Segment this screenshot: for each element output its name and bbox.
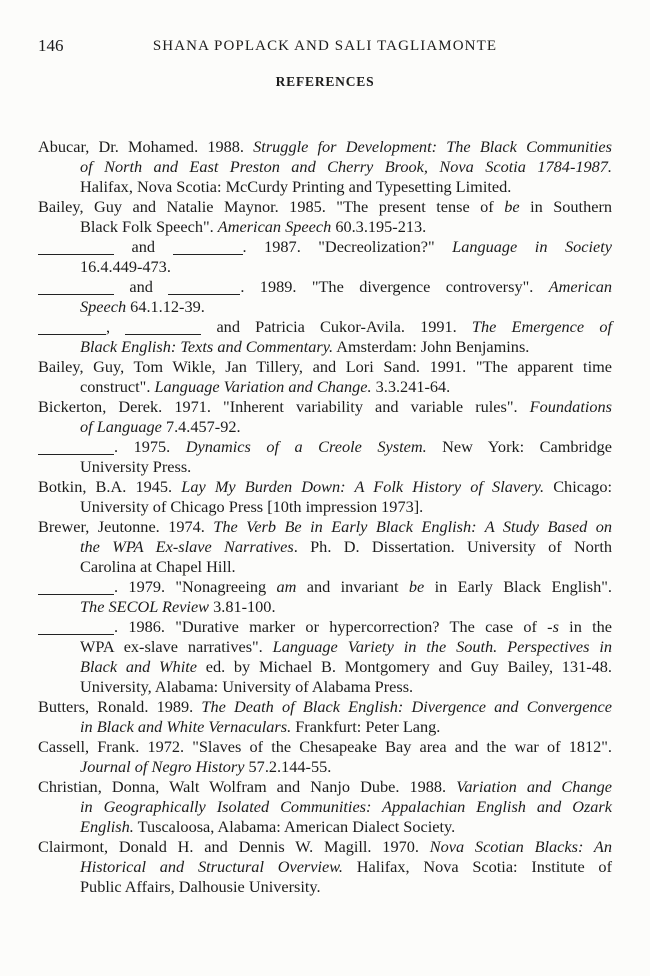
reference-text: and invariant	[296, 577, 409, 596]
reference-text: Chicago:	[544, 477, 612, 496]
reference-text: Butters, Ronald. 1989.	[38, 697, 202, 716]
reference-line	[38, 577, 612, 597]
reference-entry	[38, 517, 612, 577]
reference-text-italic: of North and East Preston and Cherry Brook, Nova Scotia 1784-1987.	[80, 157, 612, 176]
reference-text-italic: Journal of Negro History	[80, 757, 245, 776]
reference-text: Tuscaloosa, Alabama: American Dialect Society.	[133, 817, 456, 836]
reference-text: Carolina at Chapel Hill.	[80, 557, 236, 576]
reference-text-italic: American	[548, 277, 612, 296]
reference-entry	[38, 617, 612, 697]
reference-text-italic: Black and White	[80, 657, 197, 676]
reference-line	[38, 837, 612, 857]
reference-line	[38, 717, 612, 737]
reference-line	[38, 777, 612, 797]
author-repeat-blank	[173, 253, 243, 255]
reference-text-italic: in Geographically Isolated Communities: Appalachian English and Ozark	[80, 797, 612, 816]
reference-line	[38, 137, 612, 157]
reference-entry	[38, 277, 612, 317]
reference-line	[38, 757, 612, 777]
reference-line	[38, 557, 612, 577]
reference-text-italic: Language Variety in the South. Perspectives in	[272, 637, 612, 656]
reference-line	[38, 397, 612, 417]
reference-text: . 1986. "Durative marker or hypercorrection? The case of -	[114, 617, 553, 636]
reference-entry	[38, 357, 612, 397]
reference-line	[38, 537, 612, 557]
reference-line	[38, 197, 612, 217]
reference-text-italic: be	[408, 577, 425, 596]
reference-text: Christian, Donna, Walt Wolfram and Nanjo Dube. 1988.	[38, 777, 457, 796]
reference-line	[38, 317, 612, 337]
reference-text-italic: Language in Society	[452, 237, 612, 256]
reference-line	[38, 277, 612, 297]
reference-text: 64.1.12-39.	[126, 297, 205, 316]
reference-text-italic: s	[552, 617, 559, 636]
reference-line	[38, 677, 612, 697]
reference-line	[38, 337, 612, 357]
reference-text-italic: Struggle for Development: The Black Communities	[253, 137, 612, 156]
reference-text: ed. by Michael B. Montgomery and Guy Bailey, 131-48.	[196, 657, 612, 676]
reference-text: Botkin, B.A. 1945.	[38, 477, 182, 496]
reference-text: construct".	[80, 377, 155, 396]
reference-line	[38, 597, 612, 617]
reference-entry	[38, 197, 612, 237]
reference-text: and	[114, 237, 173, 256]
reference-text: Halifax, Nova Scotia: McCurdy Printing and Typesetting Limited.	[80, 177, 512, 196]
reference-text-italic: Historical and Structural Overview.	[80, 857, 343, 876]
reference-line	[38, 297, 612, 317]
author-repeat-blank	[168, 293, 240, 295]
reference-line	[38, 617, 612, 637]
reference-entry	[38, 237, 612, 277]
reference-text: 3.3.241-64.	[371, 377, 451, 396]
reference-entry	[38, 397, 612, 437]
reference-text: New York: Cambridge	[426, 437, 613, 456]
reference-line	[38, 657, 612, 677]
reference-line	[38, 857, 612, 877]
reference-text: and Patricia Cukor-Avila. 1991.	[201, 317, 472, 336]
reference-entry	[38, 577, 612, 617]
reference-entry	[38, 477, 612, 517]
author-repeat-blank	[38, 593, 114, 595]
reference-text: Bailey, Guy and Natalie Maynor. 1985. "The present tense of	[38, 197, 505, 216]
reference-text: WPA ex-slave narratives".	[80, 637, 273, 656]
reference-text: University Press.	[80, 457, 192, 476]
reference-text: 57.2.144-55.	[244, 757, 332, 776]
reference-text: Cassell, Frank. 1972. "Slaves of the Chesapeake Bay area and the war of 1812".	[38, 737, 612, 756]
reference-text: Frankfurt: Peter Lang.	[291, 717, 441, 736]
page-number: 146	[38, 36, 64, 55]
reference-line	[38, 157, 612, 177]
reference-text-italic: Dynamics of a Creole System.	[185, 437, 427, 456]
reference-text: Public Affairs, Dalhousie University.	[80, 877, 321, 896]
reference-line	[38, 737, 612, 757]
reference-entry	[38, 777, 612, 837]
reference-line	[38, 497, 612, 517]
reference-text-italic: The Emergence of	[471, 317, 612, 336]
reference-text: University of Chicago Press [10th impression 1973].	[80, 497, 424, 516]
reference-text-italic: in Black and White Vernaculars.	[80, 717, 292, 736]
reference-text: 3.81-100.	[209, 597, 276, 616]
reference-text: ,	[106, 317, 126, 336]
reference-text: in Southern	[519, 197, 613, 216]
reference-line	[38, 817, 612, 837]
reference-text-italic: Variation and Change	[456, 777, 613, 796]
reference-line	[38, 257, 612, 277]
reference-list	[38, 137, 612, 897]
reference-line	[38, 437, 612, 457]
reference-text: Bickerton, Derek. 1971. "Inherent variability and variable rules".	[38, 397, 530, 416]
reference-line	[38, 357, 612, 377]
reference-text: Amsterdam: John Benjamins.	[333, 337, 530, 356]
reference-text: Halifax, Nova Scotia: Institute of	[342, 857, 612, 876]
reference-line	[38, 637, 612, 657]
reference-text: Bailey, Guy, Tom Wikle, Jan Tillery, and Lori Sand. 1991. "The apparent time	[38, 357, 612, 376]
author-repeat-blank	[38, 293, 114, 295]
reference-entry	[38, 837, 612, 897]
section-title: REFERENCES	[275, 74, 375, 89]
reference-entry	[38, 697, 612, 737]
reference-line	[38, 517, 612, 537]
reference-line	[38, 177, 612, 197]
reference-text-italic: Lay My Burden Down: A Folk History of Slavery.	[181, 477, 545, 496]
author-repeat-blank	[38, 453, 114, 455]
reference-text: Brewer, Jeutonne. 1974.	[38, 517, 214, 536]
reference-text-italic: The SECOL Review	[80, 597, 210, 616]
reference-text: and	[114, 277, 169, 296]
reference-text: . 1989. "The divergence controversy".	[240, 277, 549, 296]
reference-text-italic: English.	[80, 817, 134, 836]
reference-text: . 1975.	[114, 437, 186, 456]
reference-text: . Ph. D. Dissertation. University of North	[293, 537, 612, 556]
author-repeat-blank	[38, 253, 114, 255]
reference-line	[38, 417, 612, 437]
reference-line	[38, 477, 612, 497]
author-repeat-blank	[125, 333, 201, 335]
reference-text-italic: American Speech	[217, 217, 332, 236]
reference-text: in Early Black English".	[424, 577, 612, 596]
reference-line	[38, 377, 612, 397]
reference-entry	[38, 437, 612, 477]
reference-line	[38, 697, 612, 717]
reference-text: Abucar, Dr. Mohamed. 1988.	[38, 137, 254, 156]
reference-entry	[38, 317, 612, 357]
reference-text: 60.3.195-213.	[331, 217, 427, 236]
reference-line	[38, 877, 612, 897]
reference-text-italic: Language Variation and Change.	[154, 377, 372, 396]
reference-text-italic: Speech	[80, 297, 127, 316]
reference-entry	[38, 137, 612, 197]
reference-text: . 1979. "Nonagreeing	[114, 577, 277, 596]
reference-text: . 1987. "Decreolization?"	[242, 237, 453, 256]
reference-text: Black Folk Speech".	[80, 217, 218, 236]
reference-text-italic: The Verb Be in Early Black English: A Study Based on	[213, 517, 612, 536]
reference-text: 16.4.449-473.	[80, 257, 171, 276]
reference-entry	[38, 737, 612, 777]
reference-text: University, Alabama: University of Alabama Press.	[80, 677, 414, 696]
reference-text: Clairmont, Donald H. and Dennis W. Magill. 1970.	[38, 837, 430, 856]
reference-line	[38, 217, 612, 237]
reference-text-italic: The Death of Black English: Divergence and Convergence	[201, 697, 613, 716]
reference-text-italic: am	[276, 577, 297, 596]
reference-text-italic: Foundations	[529, 397, 612, 416]
reference-text-italic: Black English: Texts and Commentary.	[80, 337, 334, 356]
reference-text-italic: the WPA Ex-slave Narratives	[80, 537, 294, 556]
reference-line	[38, 797, 612, 817]
reference-text: 7.4.457-92.	[161, 417, 241, 436]
reference-text: in the	[558, 617, 612, 636]
author-repeat-blank	[38, 333, 106, 335]
running-head: SHANA POPLACK AND SALI TAGLIAMONTE	[152, 38, 498, 54]
reference-text-italic: of Language	[80, 417, 162, 436]
reference-line	[38, 457, 612, 477]
reference-line	[38, 237, 612, 257]
author-repeat-blank	[38, 633, 114, 635]
reference-text-italic: Nova Scotian Blacks: An	[429, 837, 612, 856]
reference-text-italic: be	[504, 197, 520, 216]
